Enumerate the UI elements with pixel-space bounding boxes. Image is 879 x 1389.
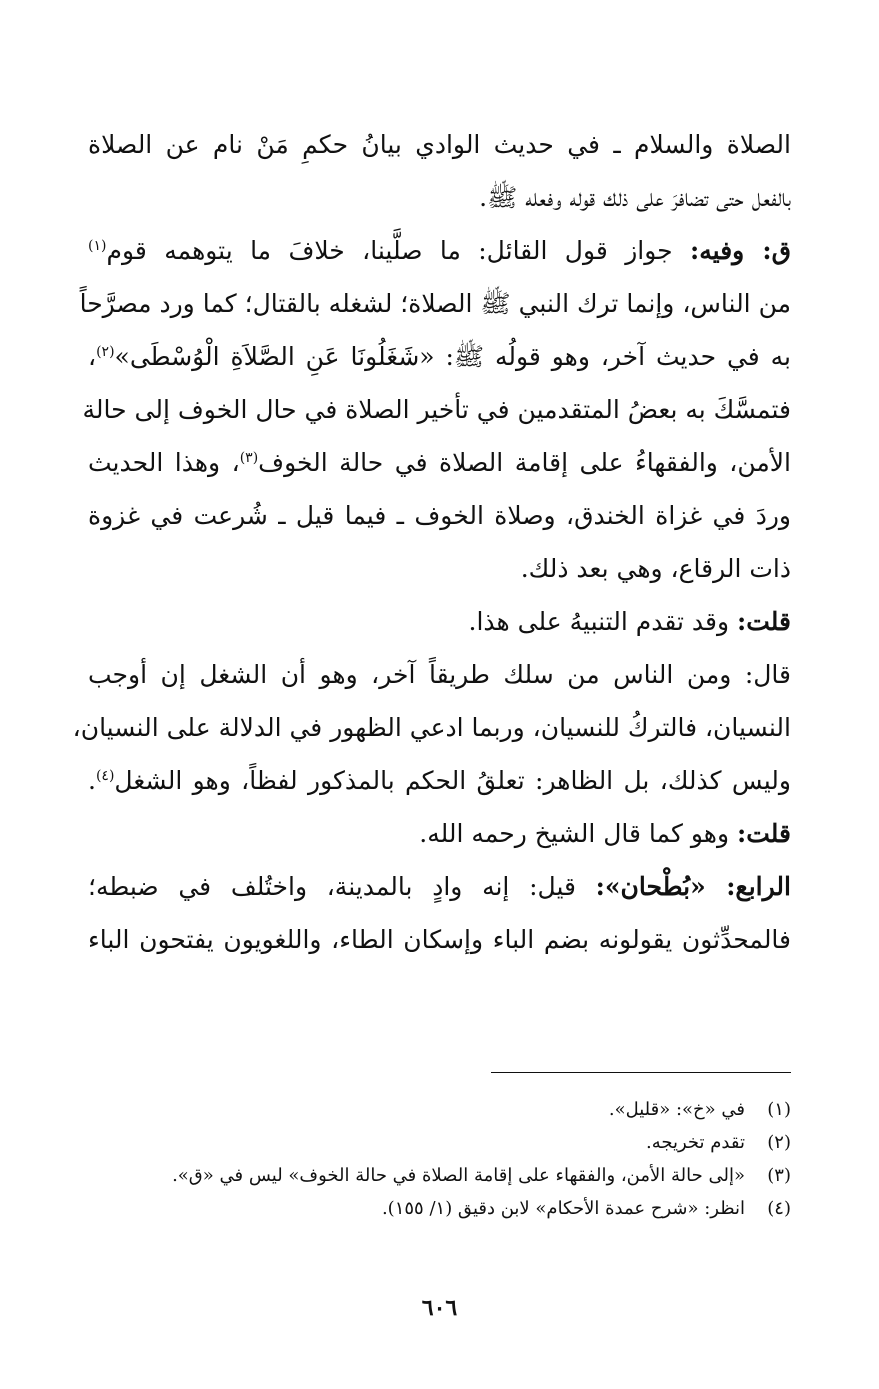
footnotes — [71, 1093, 791, 1225]
text-segment: قيل: إنه وادٍ بالمدينة، واختُلف في ضبطه؛ — [88, 872, 596, 901]
footnote-2 — [71, 1126, 791, 1159]
text-line-7 — [88, 436, 791, 489]
footnote-text: في «خ»: «قليل». — [608, 1099, 745, 1120]
text-line-14 — [88, 807, 791, 860]
text-line-2: بالفعل حتى تضافرَ على ذلك قوله وفعله ﷺ. — [479, 183, 791, 212]
footnote-ref-2[interactable]: (٢) — [96, 344, 115, 360]
paragraph-label-rabi: الرابع: «بُطْحان»: — [595, 872, 791, 901]
text-line-15 — [88, 860, 791, 913]
footnote-number: (١) — [767, 1099, 791, 1120]
footnote-ref-4[interactable]: (٤) — [95, 768, 115, 784]
paragraph-label-qultu: قلت: — [736, 819, 791, 848]
text-segment: ، — [88, 342, 97, 371]
footnote-4 — [71, 1192, 791, 1225]
text-line-9: ذات الرقاع، وهي بعد ذلك. — [520, 554, 791, 583]
footnote-text: تقدم تخريجه. — [646, 1132, 745, 1153]
text-line-4: من الناس، وإنما ترك النبي ﷺ الصلاة؛ لشغله بالقتال؛ كما ورد مصرَّحاً — [79, 289, 791, 318]
text-line-8: وردَ في غزاة الخندق، وصلاة الخوف ـ فيما قيل ـ شُرعت في غزوة — [88, 501, 791, 530]
footnote-text: «إلى حالة الأمن، والفقهاء على إقامة الصلاة في حالة الخوف» ليس في «ق». — [172, 1165, 745, 1186]
text-segment: الأمن، والفقهاءُ على إقامة الصلاة في حالة الخوف — [258, 448, 792, 477]
text-segment: وليس كذلك، بل الظاهر: تعلقُ الحكم بالمذكور لفظاً، وهو الشغل — [114, 766, 791, 795]
text-line-6: فتمسَّكَ به بعضُ المتقدمين في تأخير الصلاة في حال الخوف إلى حالة — [82, 395, 791, 424]
paragraph-label-qultu: قلت: — [736, 607, 791, 636]
footnote-ref-3[interactable]: (٣) — [239, 450, 259, 466]
text-segment: وهو كما قال الشيخ رحمه الله. — [419, 819, 737, 848]
text-line-3 — [88, 224, 791, 277]
page-number: ٦٠٦ — [421, 1295, 458, 1321]
footnote-number: (٢) — [767, 1132, 791, 1153]
text-line-16: فالمحدِّثون يقولونه بضم الباء وإسكان الطاء، واللغويون يفتحون الباء — [88, 925, 791, 954]
footnote-3 — [71, 1159, 791, 1192]
text-line-13 — [88, 754, 791, 807]
footnote-separator — [491, 1072, 791, 1073]
paragraph-label-q: ق: وفيه: — [690, 236, 791, 265]
text-line-12: النسيان، فالتركُ للنسيان، وربما ادعي الظهور في الدلالة على النسيان، — [72, 713, 791, 742]
footnote-1 — [71, 1093, 791, 1126]
footnote-number: (٤) — [767, 1198, 791, 1219]
main-text — [72, 118, 792, 966]
text-segment: ، وهذا الحديث — [88, 448, 240, 477]
text-segment: جواز قول القائل: ما صلَّينا، خلافَ ما يتوهمه قوم — [106, 236, 691, 265]
text-segment: به في حديث آخر، وهو قولُه ﷺ: «شَغَلُونَا عَنِ الصَّلاَةِ الْوُسْطَى» — [114, 342, 791, 371]
text-segment: وقد تقدم التنبيهُ على هذا. — [468, 607, 737, 636]
text-segment: . — [88, 766, 96, 795]
text-line-5 — [88, 330, 791, 383]
footnote-number: (٣) — [767, 1165, 791, 1186]
text-line-1: الصلاة والسلام ـ في حديث الوادي بيانُ حكمِ مَنْ نام عن الصلاة — [88, 130, 791, 159]
text-line-10 — [88, 595, 791, 648]
footnote-ref-1[interactable]: (١) — [88, 238, 107, 254]
text-line-11: قال: ومن الناس من سلك طريقاً آخر، وهو أن الشغل إن أوجب — [88, 660, 791, 689]
footnote-text: انظر: «شرح عمدة الأحكام» لابن دقيق (١/ ١٥٥). — [381, 1198, 745, 1219]
